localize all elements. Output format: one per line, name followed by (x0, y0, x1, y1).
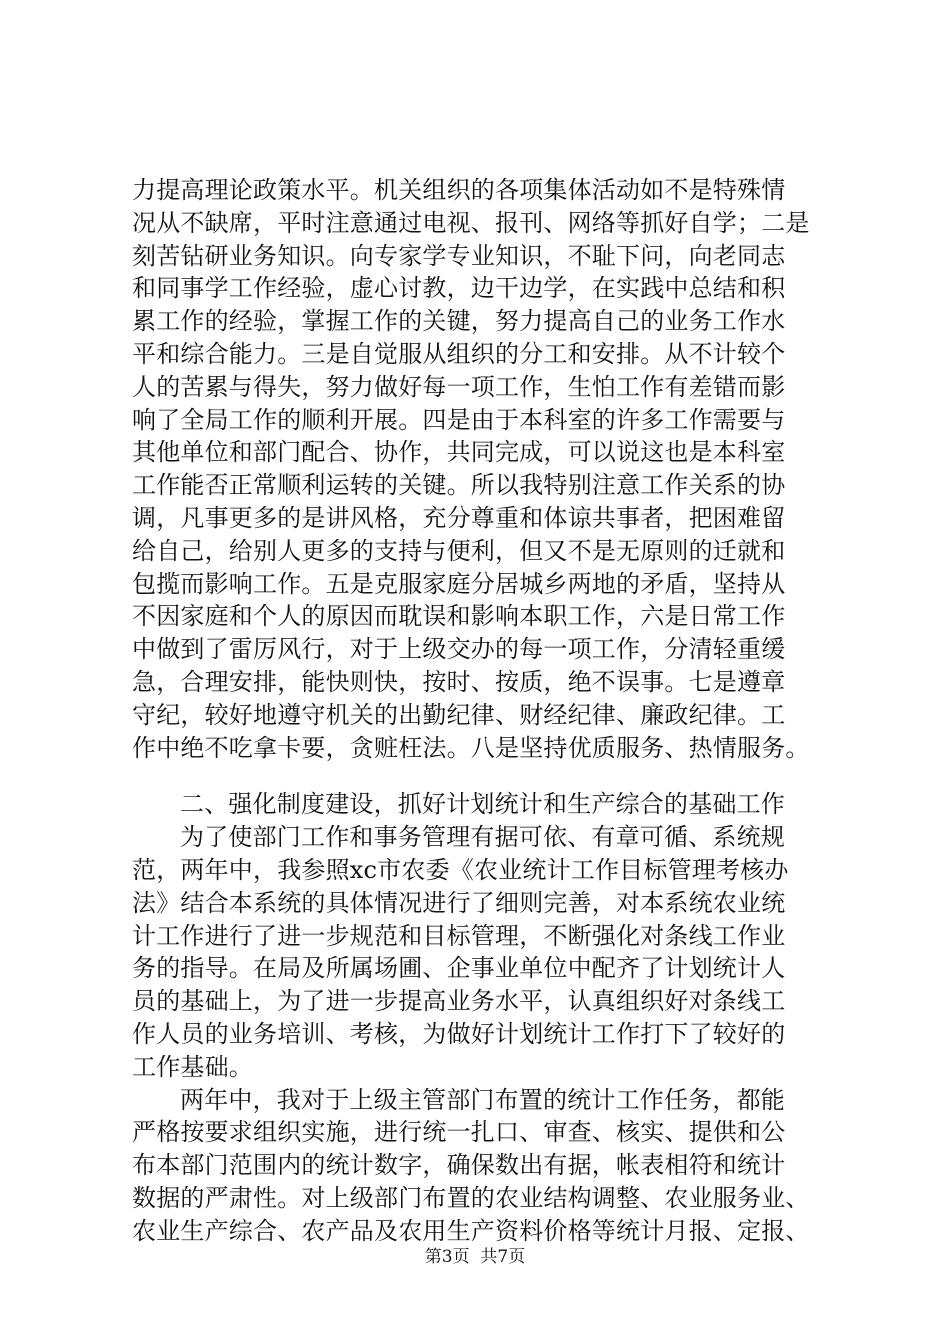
paragraph-gap (132, 764, 852, 788)
page-footer: 第3页 共7页 (424, 1247, 526, 1267)
text-line: 人的苦累与得失，努力做好每一项工作，生怕工作有差错而影 (132, 372, 786, 401)
text-line: 两年中，我对于上级主管部门布置的统计工作任务，都能 (180, 1085, 785, 1114)
text-line: 员的基础上，为了进一步提高业务水平，认真组织好对条线工 (132, 987, 786, 1016)
text-line: 响了全局工作的顺利开展。四是由于本科室的许多工作需要与 (132, 405, 786, 434)
text-line: 刻苦钻研业务知识。向专家学专业知识，不耻下问，向老同志 (132, 241, 786, 270)
text-line: 包揽而影响工作。五是克服家庭分居城乡两地的矛盾，坚持从 (132, 569, 786, 598)
text-line: 数据的严肃性。对上级部门布置的农业结构调整、农业服务业、 (132, 1183, 810, 1212)
body-text (132, 174, 852, 1248)
text-line: 守纪，较好地遵守机关的出勤纪律、财经纪律、廉政纪律。工 (132, 700, 786, 729)
section-heading: 二、强化制度建设，抓好计划统计和生产综合的基础工作 (180, 790, 785, 819)
text-line: 范，两年中，我参照xc市农委《农业统计工作目标管理考核办 (132, 855, 789, 884)
text-line: 农业生产综合、农产品及农用生产资料价格等统计月报、定报、 (132, 1216, 810, 1245)
paragraph-1 (132, 174, 852, 764)
paragraph-2 (132, 821, 852, 1083)
text-line: 布本部门范围内的统计数字，确保数出有据，帐表相符和统计 (132, 1151, 786, 1180)
text-line: 中做到了雷厉风行，对于上级交办的每一项工作，分清轻重缓 (132, 635, 786, 664)
text-line: 给自己，给别人更多的支持与便利，但又不是无原则的迁就和 (132, 536, 786, 565)
text-line: 不因家庭和个人的原因而耽误和影响本职工作，六是日常工作 (132, 602, 786, 631)
text-line: 作人员的业务培训、考核，为做好计划统计工作打下了较好的 (132, 1019, 786, 1048)
text-line: 累工作的经验，掌握工作的关键，努力提高自己的业务工作水 (132, 307, 786, 336)
text-line: 计工作进行了进一步规范和目标管理，不断强化对条线工作业 (132, 921, 786, 950)
paragraph-3 (132, 1084, 852, 1248)
text-line: 工作能否正常顺利运转的关键。所以我特别注意工作关系的协 (132, 471, 786, 500)
text-line: 工作基础。 (132, 1052, 253, 1081)
text-line: 务的指导。在局及所属场圃、企事业单位中配齐了计划统计人 (132, 954, 786, 983)
text-line: 况从不缺席，平时注意通过电视、报刊、网络等抓好自学；二是 (132, 208, 810, 237)
text-line: 急，合理安排，能快则快，按时、按质，绝不误事。七是遵章 (132, 667, 786, 696)
text-line: 严格按要求组织实施，进行统一扎口、审查、核实、提供和公 (132, 1118, 786, 1147)
text-line: 为了使部门工作和事务管理有据可依、有章可循、系统规 (180, 823, 785, 852)
text-line: 法》结合本系统的具体情况进行了细则完善，对本系统农业统 (132, 888, 786, 917)
text-line: 平和综合能力。三是自觉服从组织的分工和安排。从不计较个 (132, 339, 786, 368)
text-line: 调，凡事更多的是讲风格，充分尊重和体谅共事者，把困难留 (132, 503, 786, 532)
text-line: 力提高理论政策水平。机关组织的各项集体活动如不是特殊情 (132, 176, 786, 204)
text-line: 作中绝不吃拿卡要，贪赃枉法。八是坚持优质服务、热情服务。 (132, 733, 810, 762)
text-line: 和同事学工作经验，虚心讨教，边干边学，在实践中总结和积 (132, 274, 786, 303)
text-line: 其他单位和部门配合、协作，共同完成，可以说这也是本科室 (132, 438, 786, 467)
